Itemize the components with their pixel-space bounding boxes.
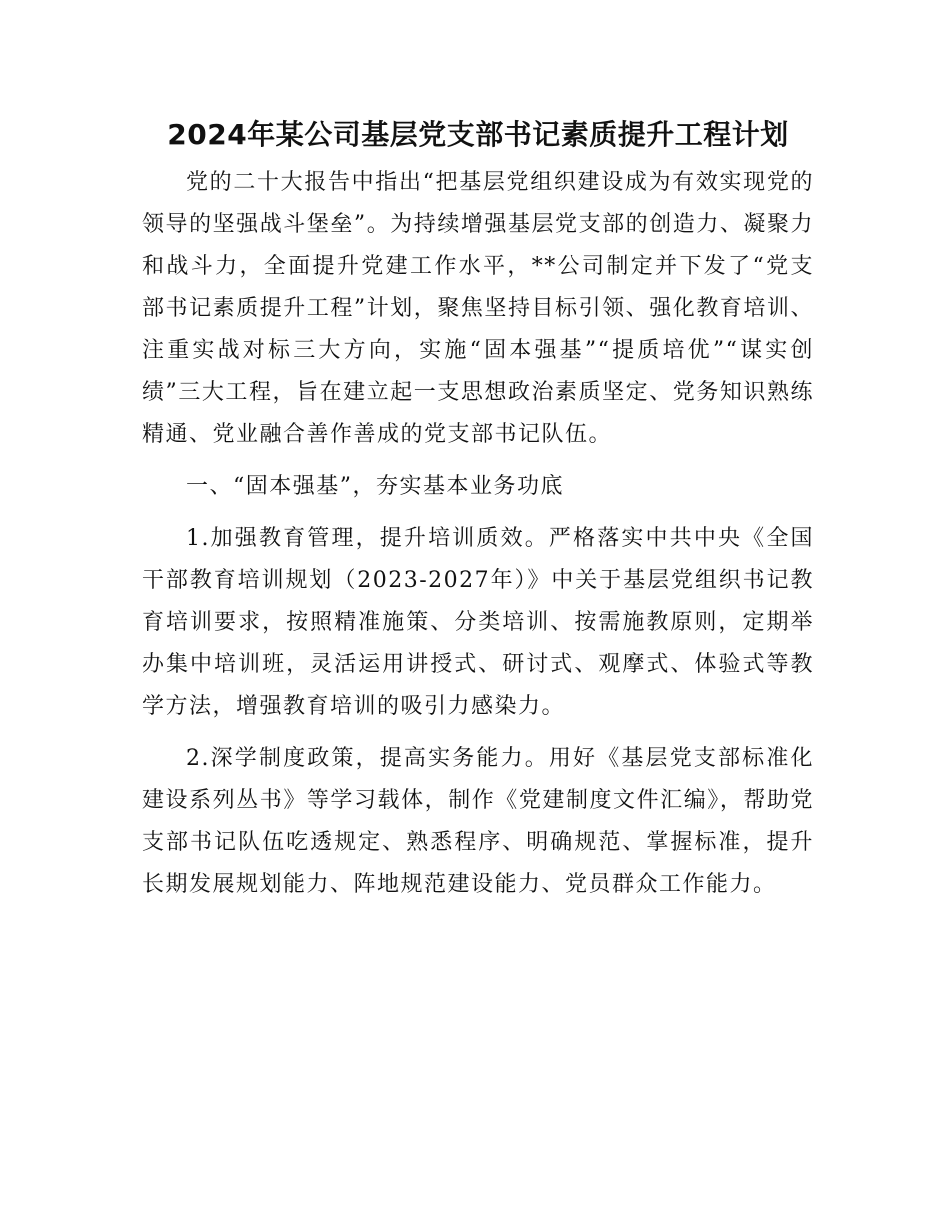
item-paragraph-2: 2.深学制度政策，提高实务能力。用好《基层党支部标准化建设系列丛书》等学习载体，制作《党建制度文件汇编》，帮助党支部书记队伍吃透规定、熟悉程序、明确规范、掌握标准，提升长期发展规划能力、阵地规范建设能力、党员群众工作能力。 bbox=[142, 746, 814, 897]
intro-paragraph: 党的二十大报告中指出“把基层党组织建设成为有效实现党的领导的坚强战斗堡垒”。为持续增强基层党支部的创造力、凝聚力和战斗力，全面提升党建工作水平，**公司制定并下发了“党支部书记素质提升工程”计划，聚焦坚持目标引领、强化教育培训、注重实战对标三大方向，实施“固本强基”“提质培优”“谋实创绩”三大工程，旨在建立起一支思想政治素质坚定、党务知识熟练精通、党业融合善作善成的党支部书记队伍。 bbox=[142, 170, 814, 447]
document-page bbox=[142, 112, 814, 916]
item-paragraph-1: 1.加强教育管理，提升培训质效。严格落实中共中央《全国干部教育培训规划（2023-2027年）》中关于基层党组织书记教育培训要求，按照精准施策、分类培训、按需施教原则，定期举办集中培训班，灵活运用讲授式、研讨式、观摩式、体验式等教学方法，增强教育培训的吸引力感染力。 bbox=[142, 526, 814, 719]
section-heading-1: 一、“固本强基”，夯实基本业务功底 bbox=[186, 474, 564, 499]
document-title: 2024年某公司基层党支部书记素质提升工程计划 bbox=[167, 118, 789, 151]
